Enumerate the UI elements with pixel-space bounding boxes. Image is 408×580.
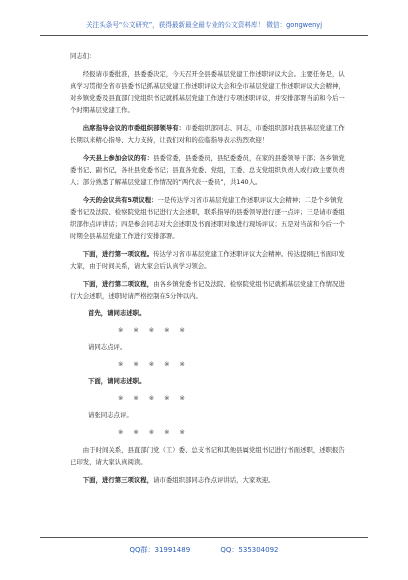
header-banner: 关注头条号“公文研究”，获得最新最全最专业的公文资料库！ 微信：gongwenyj	[85, 21, 323, 29]
footer-qq-group: QQ群：31991489	[129, 546, 191, 554]
attendee-text: 县委常委，县委委员，县纪委委员，在家的县委领导干部；各乡镇党委书记、副书记，各社县党委书记；县直各党委、党组，工委、总支党组织负责人或行政主要负责人；部分熟悉了解基层党建工作情况的“两代表一委员”，共140人。	[70, 154, 345, 186]
guest-paragraph	[70, 122, 346, 146]
placeholder-2: ※ ※ ※ ※ ※	[118, 360, 189, 368]
footer	[40, 545, 368, 555]
footer-qq: QQ：535304092	[220, 546, 279, 554]
item3-text: 请市委组织部同志作点评讲话，大家欢迎。	[153, 476, 275, 484]
item1-label: 下面，进行第一项议程。	[82, 250, 154, 258]
placeholder-3: ※ ※ ※ ※ ※	[118, 394, 189, 402]
placeholder-1: ※ ※ ※ ※ ※	[118, 326, 189, 334]
placeholder-4: ※ ※ ※ ※ ※	[118, 428, 189, 436]
item3-paragraph	[70, 474, 346, 486]
attendee-paragraph	[70, 152, 346, 188]
footer-divider	[40, 537, 368, 538]
document-body	[70, 50, 346, 489]
greeting: 同志们：	[70, 52, 96, 60]
comment-1: 请同志点评。	[88, 343, 127, 351]
item2-label: 下面，进行第二项议程，	[82, 280, 154, 288]
header-divider	[40, 35, 368, 36]
item2-paragraph	[70, 278, 346, 302]
speaker-2: 下面，请同志述职。	[88, 377, 146, 385]
intro-paragraph: 经报请市委批准，县委委决定，今天召开全县委基层党建工作述职评议大会。主要任务是，认真学习贯彻全省市县委书记抓基层党建工作述职评议大会和全市基层党建工作述职评议大会精神，对乡镇党委及县直部门党组织书记就抓基层党建工作进行专项述职评议，并安排部署当前和今后一个时期基层党建工作。	[70, 70, 345, 114]
comment-2: 请张同志点评。	[88, 411, 133, 419]
agenda-paragraph	[70, 194, 346, 242]
item1-paragraph	[70, 248, 346, 272]
guest-text: 市委组织部同志、同志，市委组织部对我县基层党建工作长期以来精心指导、大力支持，让我们对和的莅临指导表示热烈欢迎！	[70, 124, 345, 144]
item1-text: 传达学习省市基层党建工作述职评议大会精神。传达提纲已书面印发大家，由于时间关系，请大家会后认真学习领会。	[70, 250, 345, 270]
written-report-paragraph: 由于时间关系，县直部门党（工）委、总支书记和其他县属党组书记进行书面述职，述职报告已印发，请大家认真阅读。	[70, 446, 345, 466]
item3-label: 下面，进行第三项议程，	[82, 476, 154, 484]
item2-text: 由各乡镇党委书记及法院、检察院党组书记就抓基层党建工作情况进行大会述职，述职时请严格控制在5分钟以内。	[70, 280, 345, 300]
guest-label: 出席指导会议的市委组织部领导有：	[82, 124, 186, 132]
agenda-label: 今天的会议共有5项议程：	[82, 196, 158, 204]
agenda-text: 一是传达学习省市基层党建工作述职评议大会精神；二是个乡镇党委书记及法院、检察院党组书记进行大会述职，联系指导的县委领导进行逐一点评；三是请市委组织部作点评讲话；四是参会同志对大会述职及书面述职对象进行现场评议；五是对当前和今后一个时期全县基层党建工作进行安排部署。	[70, 196, 345, 240]
attendee-label: 今天县上参加会议的有：	[82, 154, 154, 162]
speaker-1: 首先，请同志述职。	[88, 309, 146, 317]
